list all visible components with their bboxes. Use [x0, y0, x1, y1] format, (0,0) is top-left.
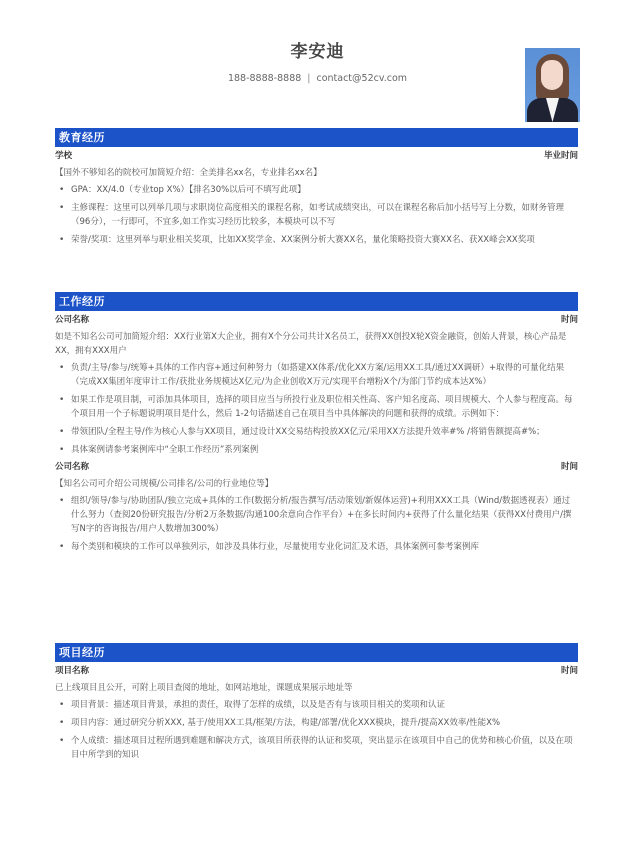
- school-intro: 【国外不够知名的院校可加简短介绍：全美排名xx名，专业排名xx名】: [55, 168, 322, 178]
- graduation-time-label: 毕业时间: [543, 151, 578, 161]
- company-row-1: [55, 314, 578, 327]
- photo-face: [541, 60, 563, 90]
- project-intro: 已上线项目且公开，可附上项目查阅的地址，如网站地址，课题成果展示地址等: [55, 683, 353, 693]
- section-title-projects: 项目经历: [55, 643, 578, 662]
- job-bullet: • 每个类别和模块的工作可以单独列示，如涉及具体行业，尽量使用专业化词汇及术语，具体案例可参考案例库: [55, 540, 578, 554]
- profile-photo: [525, 48, 580, 122]
- education-bullets: [55, 183, 578, 247]
- job-bullet: • 带领团队/全程主导/作为核心人参与XX项目，通过设计XX交易结构投放XX亿元/采用XX方法提升效率#% /将销售额提高#%；: [55, 425, 578, 439]
- company-row-2: [55, 461, 578, 474]
- company-label: 公司名称: [55, 315, 90, 325]
- school-row: [55, 150, 578, 163]
- time-label: 时间: [560, 462, 578, 472]
- company-label: 公司名称: [55, 462, 90, 472]
- education-section: [55, 128, 578, 251]
- job-bullet: • 负责/主导/参与/统筹+具体的工作内容+通过何种努力（如搭建XX体系/优化XX方案/运用XX工具/通过XX调研）+取得的可量化结果（完成XX集团年度审计工作/获批业务规模达X亿元/为企业创收X万元/实现平台增粉X个/为部门节约成本达X%）: [55, 361, 578, 389]
- phone-number: 188-8888-8888: [227, 73, 302, 84]
- project-bullet-content: • 项目内容：通过研究分析XXX, 基于/使用XX工具/框架/方法，构建/部署/优化XXX模块，提升/提高XX效率/性能X%: [55, 716, 578, 730]
- job-bullet: • 组织/领导/参与/协助团队/独立完成+具体的工作(数据分析/报告撰写/活动策划/新媒体运营)+利用XXX工具（Wind/数据透视表）通过什么努力（查阅20份研究报告/分析2万条数据/沟通100余意向合作平台）+在多长时间内+获得了什么量化结果（获得XX付费用户/撰写N字的咨询报告/用户人数增加300%）: [55, 494, 578, 536]
- project-bullet-achievement: • 个人成绩：描述项目过程所遇到难题和解决方式，该项目所获得的认证和奖项，突出显示在该项目中自己的优势和核心价值，以及在项目中所学到的知识: [55, 734, 578, 762]
- project-row: [55, 665, 578, 678]
- section-title-work: 工作经历: [55, 292, 578, 311]
- job-bullet: • 如果工作是项目制，可添加具体项目，选择的项目应当与所投行业及职位相关性高、客户知名度高、项目规模大、个人参与程度高。每个项目用一个子标题说明项目是什么，然后 1-2句话描述自己在项目当中具体解决的问题和获得的成绩。示例如下：: [55, 393, 578, 421]
- education-bullet-courses: • 主修课程：这里可以列举几项与求职岗位高度相关的课程名称，如考试成绩突出，可以在课程名称后加小括号写上分数，如财务管理（96分），一行即可，不宜多,如工作实习经历比较多，本模块可以不写: [55, 201, 578, 229]
- job-1-bullets: [55, 361, 578, 457]
- education-bullet-gpa: • GPA：XX/4.0（专业top X%）【排名30%以后可不填写此项】: [55, 183, 578, 197]
- company-intro-2: 【知名公司可介绍公司规模/公司排名/公司的行业地位等】: [55, 479, 274, 489]
- company-intro-1: 如是不知名公司可加简短介绍：XX行业第X大企业，拥有X个分公司共计X名员工，获得XX创投X轮X资金融资，创始人背景，核心产品是XX，拥有XXX用户: [55, 332, 567, 356]
- time-label: 时间: [560, 666, 578, 676]
- school-label: 学校: [55, 151, 73, 161]
- job-2-bullets: [55, 494, 578, 554]
- contact-separator: |: [307, 73, 311, 84]
- project-bullets: [55, 698, 578, 762]
- email-address: contact@52cv.com: [316, 73, 408, 84]
- project-bullet-background: • 项目背景：描述项目背景，承担的责任，取得了怎样的成绩，以及是否有与该项目相关的奖项和认证: [55, 698, 578, 712]
- work-section: [55, 292, 578, 558]
- job-bullet: • 具体案例请参考案例库中“全职工作经历”系列案例: [55, 443, 578, 457]
- candidate-name: 李安迪: [290, 42, 345, 62]
- project-name-label: 项目名称: [55, 666, 90, 676]
- section-title-education: 教育经历: [55, 128, 578, 147]
- education-bullet-awards: • 荣誉/奖项：这里列举与职业相关奖项，比如XX奖学金、XX案例分析大赛XX名，量化策略投资大赛XX名、获XX峰会XX奖项: [55, 233, 578, 247]
- projects-section: [55, 643, 578, 766]
- time-label: 时间: [560, 315, 578, 325]
